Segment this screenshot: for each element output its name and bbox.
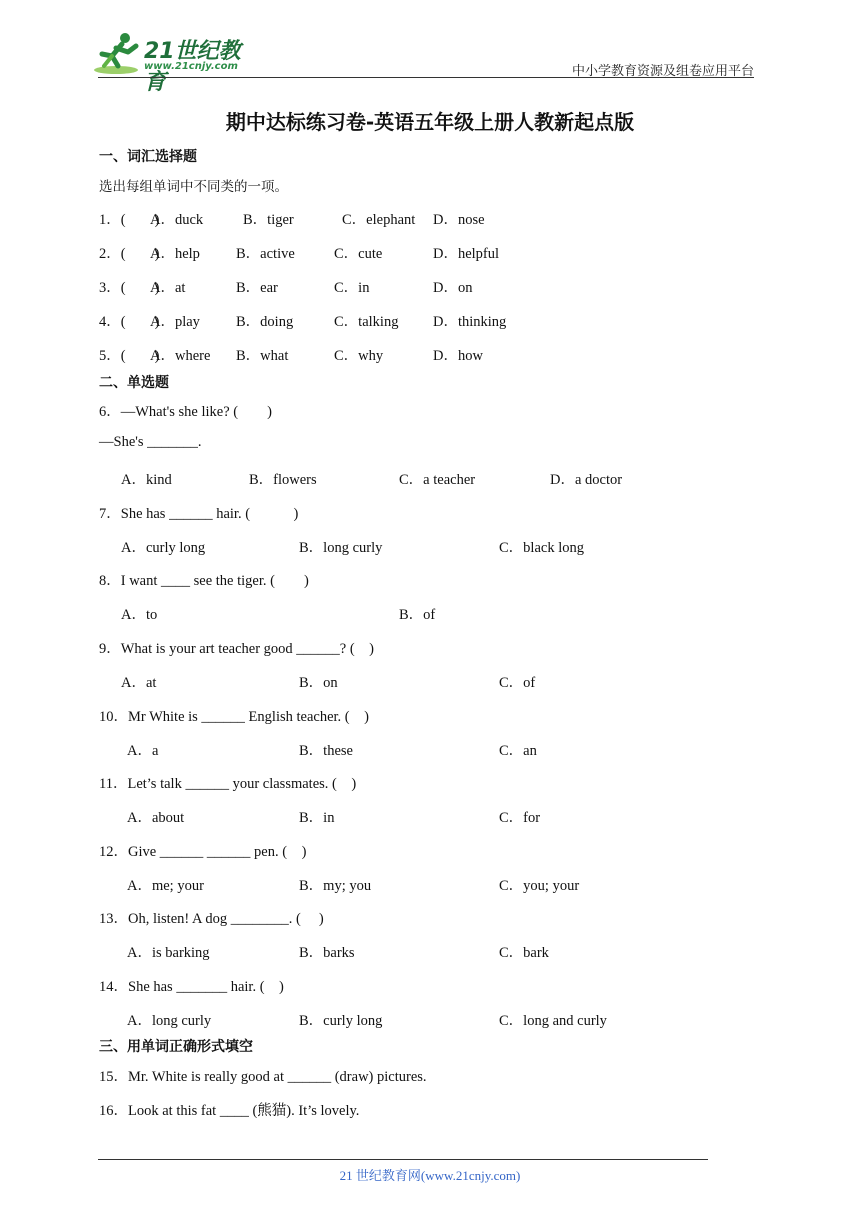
question-stem: 6．—What's she like? ( ) — [99, 404, 272, 420]
option-b: B．doing — [236, 314, 294, 330]
option-d: D．on — [433, 280, 473, 296]
option-a: A．play — [150, 314, 200, 330]
option-a: A．is barking — [127, 945, 210, 961]
option-a: A．about — [127, 810, 185, 826]
option-b: B．ear — [236, 280, 278, 296]
question-16: 16．Look at this fat ____ (熊猫). It’s lovely. — [99, 1103, 360, 1119]
question-stem: 12．Give ______ ______ pen. ( ) — [99, 844, 307, 860]
option-a: A．curly long — [121, 540, 206, 556]
option-b: B．barks — [299, 945, 355, 961]
option-c: C．why — [334, 348, 384, 364]
option-b: B．of — [399, 607, 436, 623]
site-logo — [92, 32, 262, 95]
question-stem: 8．I want ____ see the tiger. ( ) — [99, 573, 309, 589]
question-stem: 9．What is your art teacher good ______? ( ) — [99, 641, 375, 657]
option-c: C．black long — [499, 540, 584, 556]
question-stem-line2: —She's _______. — [99, 434, 202, 450]
platform-name: 中小学教育资源及组卷应用平台 — [571, 63, 754, 78]
question-stem: 14．She has _______ hair. ( ) — [99, 979, 284, 995]
option-c: C．cute — [334, 246, 383, 262]
question-stem: 3．( ) — [99, 280, 160, 296]
option-d: D．thinking — [433, 314, 507, 330]
option-b: B．these — [299, 743, 353, 759]
option-a: A．a — [127, 743, 159, 759]
question-15: 15．Mr. White is really good at ______ (draw) pictures. — [99, 1069, 427, 1085]
page-title: 期中达标练习卷-英语五年级上册人教新起点版 — [225, 110, 635, 134]
option-c: C．you; your — [499, 878, 580, 894]
option-b: B．on — [299, 675, 338, 691]
header-divider — [98, 77, 754, 78]
option-a: A．help — [150, 246, 200, 262]
option-c: C．a teacher — [399, 472, 476, 488]
question-stem: 5．( ) — [99, 348, 160, 364]
option-c: C．long and curly — [499, 1013, 607, 1029]
section-heading-single-choice: 二、单选题 — [99, 375, 169, 391]
question-stem: 11．Let’s talk ______ your classmates. ( ) — [99, 776, 357, 792]
section-instruction: 选出每组单词中不同类的一项。 — [99, 179, 288, 195]
option-c: C．bark — [499, 945, 549, 961]
logo-text: 21世纪教育 — [144, 39, 241, 95]
option-a: A．to — [121, 607, 158, 623]
option-b: B．what — [236, 348, 289, 364]
option-a: A．me; your — [127, 878, 204, 894]
footer-divider — [98, 1159, 708, 1160]
option-a: A．at — [121, 675, 157, 691]
question-stem: 1．( ) — [99, 212, 160, 228]
question-stem: 7．She has ______ hair. ( ) — [99, 506, 299, 522]
footer-link[interactable]: 21 世纪教育网(www.21cnjy.com) — [339, 1168, 521, 1183]
option-c: C．an — [499, 743, 537, 759]
option-b: B．active — [236, 246, 295, 262]
section-heading-word-forms: 三、用单词正确形式填空 — [99, 1039, 253, 1055]
question-stem: 4．( ) — [99, 314, 160, 330]
question-stem: 10．Mr White is ______ English teacher. ( ) — [99, 709, 369, 725]
option-d: D．helpful — [433, 246, 500, 262]
option-d: D．nose — [433, 212, 485, 228]
option-a: A．kind — [121, 472, 172, 488]
option-b: B．in — [299, 810, 335, 826]
option-c: C．elephant — [342, 212, 416, 228]
option-c: C．talking — [334, 314, 399, 330]
section-heading-vocabulary: 一、词汇选择题 — [99, 149, 197, 165]
option-d: D．a doctor — [550, 472, 623, 488]
question-stem: 13．Oh, listen! A dog ________. ( ) — [99, 911, 324, 927]
option-c: C．for — [499, 810, 541, 826]
question-stem: 2．( ) — [99, 246, 160, 262]
logo-url: www.21cnjy.com — [144, 61, 238, 72]
option-a: A．duck — [150, 212, 204, 228]
option-b: B．my; you — [299, 878, 372, 894]
option-a: A．long curly — [127, 1013, 212, 1029]
option-d: D．how — [433, 348, 483, 364]
option-c: C．of — [499, 675, 536, 691]
option-a: A．at — [150, 280, 186, 296]
option-c: C．in — [334, 280, 370, 296]
option-b: B．curly long — [299, 1013, 383, 1029]
option-b: B．flowers — [249, 472, 317, 488]
option-b: B．long curly — [299, 540, 383, 556]
option-a: A．where — [150, 348, 211, 364]
runner-logo-icon — [92, 32, 144, 76]
option-b: B．tiger — [243, 212, 294, 228]
